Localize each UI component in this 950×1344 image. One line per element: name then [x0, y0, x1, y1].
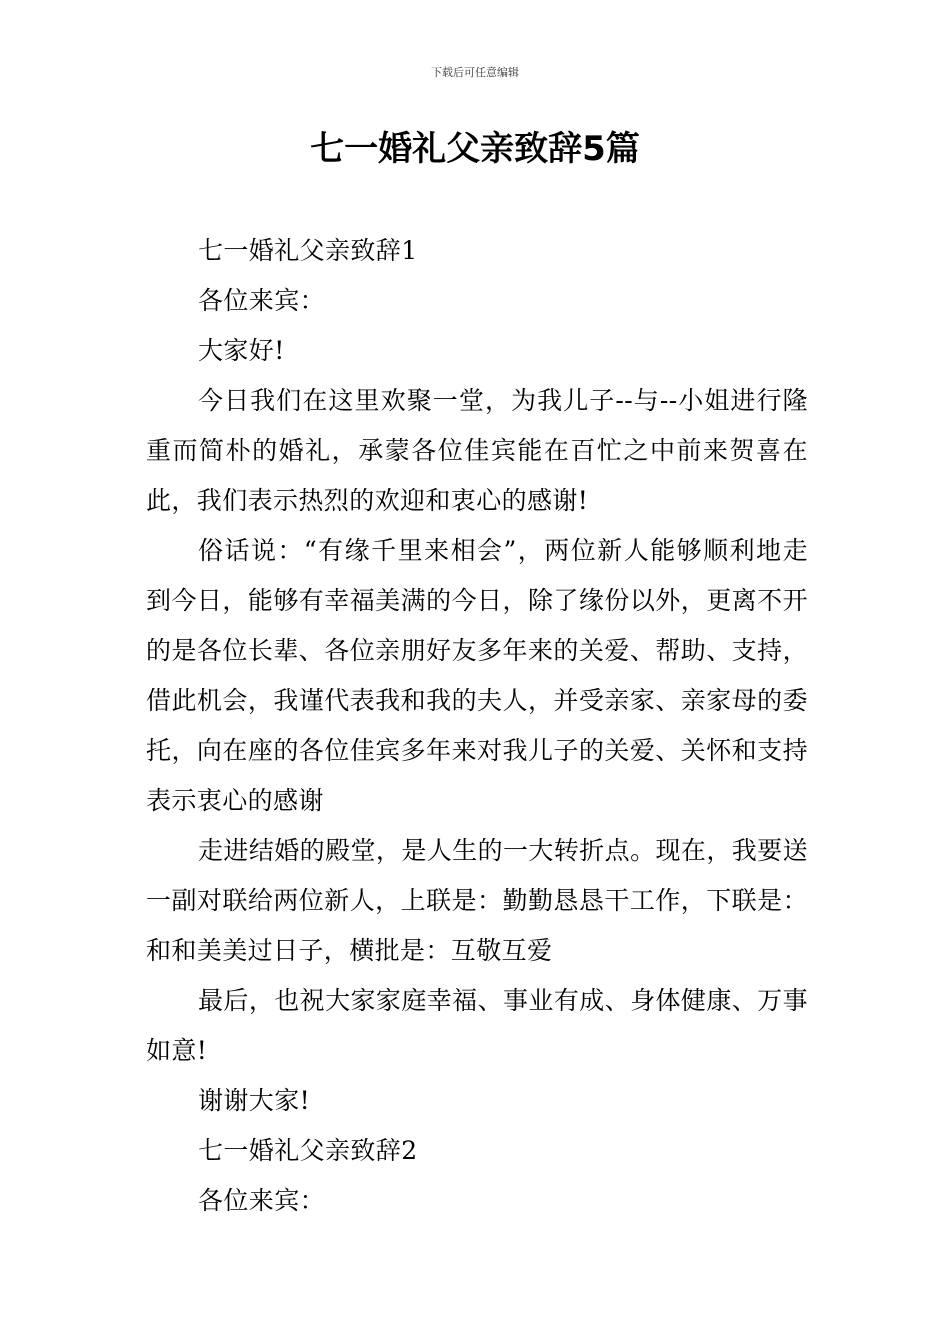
salutation: 各位来宾：	[198, 286, 326, 315]
closing-thanks: 谢谢大家!	[198, 1086, 311, 1115]
section-heading-2: 七一婚礼父亲致辞2	[198, 1136, 418, 1165]
section-heading-1: 七一婚礼父亲致辞1	[198, 236, 418, 265]
paragraph-couplet: 走进结婚的殿堂，是人生的一大转折点。现在，我要送一副对联给两位新人，上联是：勤勤恳恳干工作，下联是：和和美美过日子，横批是：互敬互爱	[146, 836, 808, 965]
page-header-note: 下载后可任意编辑	[431, 66, 519, 79]
paragraph-thanks: 俗话说：“有缘千里来相会”，两位新人能够顺利地走到今日，能够有幸福美满的今日，除了缘份以外，更离不开的是各位长辈、各位亲朋好友多年来的关爱、帮助、支持，借此机会，我谨代表我和我的夫人，并受亲家、亲家母的委托，向在座的各位佳宾多年来对我儿子的关爱、关怀和支持表示衷心的感谢	[146, 536, 808, 815]
greeting: 大家好!	[198, 336, 285, 365]
salutation-2: 各位来宾：	[198, 1186, 326, 1215]
paragraph-welcome: 今日我们在这里欢聚一堂，为我儿子--与--小姐进行隆重而简朴的婚礼，承蒙各位佳宾能在百忙之中前来贺喜在此，我们表示热烈的欢迎和衷心的感谢!	[146, 386, 808, 515]
document-title: 七一婚礼父亲致辞5篇	[310, 129, 640, 169]
paragraph-wishes: 最后，也祝大家家庭幸福、事业有成、身体健康、万事如意!	[146, 986, 808, 1065]
document-body	[146, 226, 808, 1226]
